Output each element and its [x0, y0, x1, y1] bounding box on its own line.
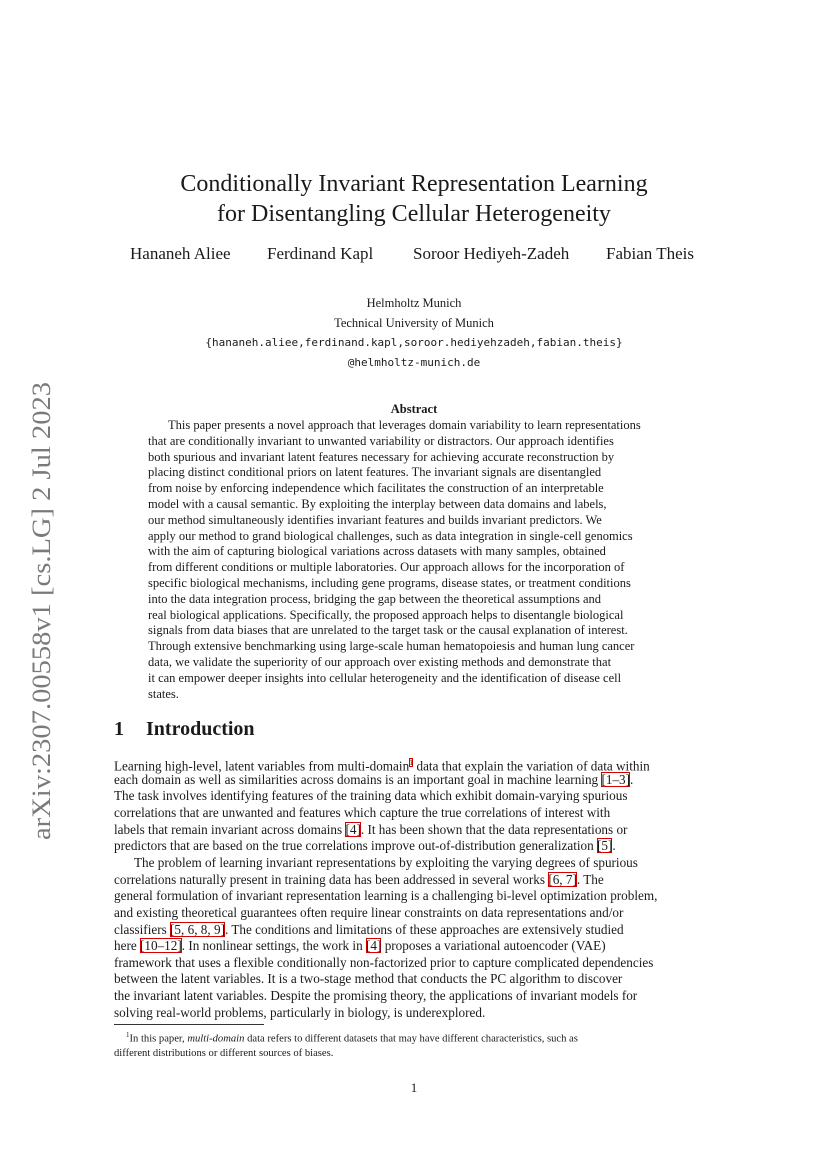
section-number: 1 — [114, 718, 124, 740]
text-run: proposes a variational autoencoder (VAE) — [381, 938, 606, 954]
text-run: Learning high-level, latent variables from multi-domain — [114, 758, 410, 774]
text-run: . — [630, 771, 634, 787]
abstract-line: with the aim of capturing biological variations across datasets with many samples, obtained — [148, 544, 606, 559]
abstract-line: specific biological mechanisms, including gene programs, disease states, or treatment conditions — [148, 575, 631, 590]
page-number: 1 — [410, 1080, 418, 1095]
arxiv-stamp — [20, 380, 60, 840]
footnote-line — [114, 1028, 716, 1047]
citation-link[interactable]: [6, 7] — [548, 871, 577, 887]
abstract-line: from different conditions or multiple laboratories. Our approach allows for the incorporation of — [148, 560, 625, 575]
citation-link[interactable]: [1–3] — [601, 771, 631, 787]
paragraph-line: between the latent variables. It is a two-stage method that conducts the PC algorithm to discover — [114, 971, 623, 987]
title-line-2: for Disentangling Cellular Heterogeneity — [217, 201, 611, 227]
author-1: Hananeh Aliee — [130, 244, 231, 263]
text-run: . It has been shown that the data representations or — [360, 821, 628, 837]
citation-link[interactable]: [4] — [366, 938, 382, 954]
paragraph-line: general formulation of invariant representation learning is a challenging bi-level optimization problem, — [114, 888, 658, 904]
text-run: data refers to different datasets that may have different characteristics, such as — [244, 1033, 578, 1045]
paragraph-line — [114, 838, 714, 855]
paragraph-line: the invariant latent variables. Despite the promising theory, the applications of invariant models for — [114, 988, 638, 1004]
affiliation-institution: Helmholtz Munich — [366, 296, 462, 310]
footnote-line: different distributions or different sources of biases. — [114, 1047, 334, 1059]
footnote-link[interactable]: 1 — [409, 758, 414, 767]
citation-link[interactable]: [4] — [345, 821, 361, 837]
author-2: Ferdinand Kapl — [267, 244, 374, 263]
abstract-line: Through extensive benchmarking using large-scale human hematopoiesis and human lung cancer — [148, 639, 635, 654]
abstract-line: that are conditionally invariant to unwanted variability or distractors. Our approach identifies — [148, 433, 614, 448]
text-run: data that explain the variation of data within — [413, 758, 650, 774]
paragraph-line — [114, 822, 714, 839]
section-heading-introduction — [114, 718, 255, 741]
footnote-divider — [114, 1024, 264, 1025]
text-run: here — [114, 938, 140, 954]
paragraph-line — [114, 772, 714, 789]
citation-link[interactable]: [5, 6, 8, 9] — [170, 921, 225, 937]
abstract-line: it can empower deeper insights into cellular heterogeneity and the identification of disease cell — [148, 670, 622, 685]
abstract-line: from noise by enforcing independence which facilitates the construction of an interpretable — [148, 481, 604, 496]
text-run: correlations naturally present in training data has been addressed in several works — [114, 871, 549, 887]
text-run: predictors that are based on the true correlations improve out-of-distribution generalization — [114, 838, 598, 854]
paper-title — [114, 169, 714, 229]
paragraph-line: The problem of learning invariant representations by exploiting the varying degrees of spurious — [134, 855, 638, 870]
title-line-1: Conditionally Invariant Representation Learning — [180, 171, 648, 197]
citation-link[interactable]: [10–12] — [140, 938, 182, 954]
abstract-line: placing distinct conditional priors on latent features. The invariant signals are disentangled — [148, 465, 602, 480]
abstract-line: apply our method to grand biological challenges, such as data integration in single-cell genomics — [148, 528, 633, 543]
citation-link[interactable]: [5] — [597, 838, 613, 854]
author-3: Soroor Hediyeh-Zadeh — [413, 244, 570, 263]
abstract-line: signals from data biases that are unrelated to the target task or the causal explanation of interest. — [148, 623, 628, 638]
paragraph-line — [114, 938, 714, 955]
abstract-line: model with a causal semantic. By exploiting the interplay between data domains and labels, — [148, 496, 607, 511]
abstract-heading: Abstract — [390, 402, 438, 416]
abstract-line: data, we validate the superiority of our approach over existing methods and demonstrate that — [148, 654, 612, 669]
text-run: classifiers — [114, 921, 171, 937]
paragraph-line — [114, 755, 714, 772]
paragraph-line — [114, 872, 714, 889]
arxiv-id-text: arXiv:2307.00558v1 [cs.LG] 2 Jul 2023 — [27, 422, 56, 840]
abstract-line: our method simultaneously identifies invariant features and builds invariant predictors. We — [148, 512, 602, 527]
affiliation-emails-line-2: @helmholtz-munich.de — [347, 356, 481, 369]
author-4: Fabian Theis — [606, 244, 694, 263]
paragraph-line: solving real-world problems, particularly in biology, is underexplored. — [114, 1004, 486, 1020]
text-run: . The conditions and limitations of these approaches are extensively studied — [224, 921, 624, 937]
abstract-body — [148, 418, 680, 702]
text-run: . — [612, 838, 616, 854]
text-run: labels that remain invariant across domains — [114, 821, 346, 837]
text-run: each domain as well as similarities across domains is an important goal in machine learning — [114, 771, 602, 787]
text-run: In this paper, — [129, 1033, 188, 1045]
paragraph-line — [114, 922, 714, 939]
text-run: . The — [576, 871, 604, 887]
abstract-line: into the data integration process, bridging the gap between the theoretical assumptions and — [148, 591, 601, 606]
abstract-line: This paper presents a novel approach that leverages domain variability to learn representations — [168, 418, 641, 432]
text-run: . In nonlinear settings, the work in — [181, 938, 366, 954]
intro-paragraph-2 — [114, 855, 714, 1021]
paragraph-line: and existing theoretical guarantees often require linear constraints on data representations and/or — [114, 904, 624, 920]
paragraph-line: correlations that are unwanted and features which capture the true correlations of interest with — [114, 804, 611, 820]
text-run-italic: multi-domain — [187, 1033, 245, 1045]
abstract-line: both spurious and invariant latent features necessary for achieving accurate reconstruction by — [148, 449, 615, 464]
affiliation-university: Technical University of Munich — [334, 316, 494, 330]
affiliation-emails-line-1: {hananeh.aliee,ferdinand.kapl,soroor.hediyehzadeh,fabian.theis} — [205, 336, 623, 349]
paragraph-line: framework that uses a flexible conditionally non-factorized prior to capture complicated dependencies — [114, 954, 654, 970]
section-title: Introduction — [146, 718, 255, 740]
arxiv-stamp-svg — [20, 380, 60, 840]
author-list — [114, 244, 714, 268]
abstract-line: states. — [148, 686, 179, 701]
paragraph-line: The task involves identifying features of the training data which exhibit domain-varying spurious — [114, 788, 628, 804]
intro-paragraph-1 — [114, 755, 714, 855]
abstract-line: real biological applications. Specifically, the proposed approach helps to disentangle biological — [148, 607, 624, 622]
footnote — [114, 1028, 716, 1061]
footnote-mark: 1 — [126, 1031, 130, 1039]
